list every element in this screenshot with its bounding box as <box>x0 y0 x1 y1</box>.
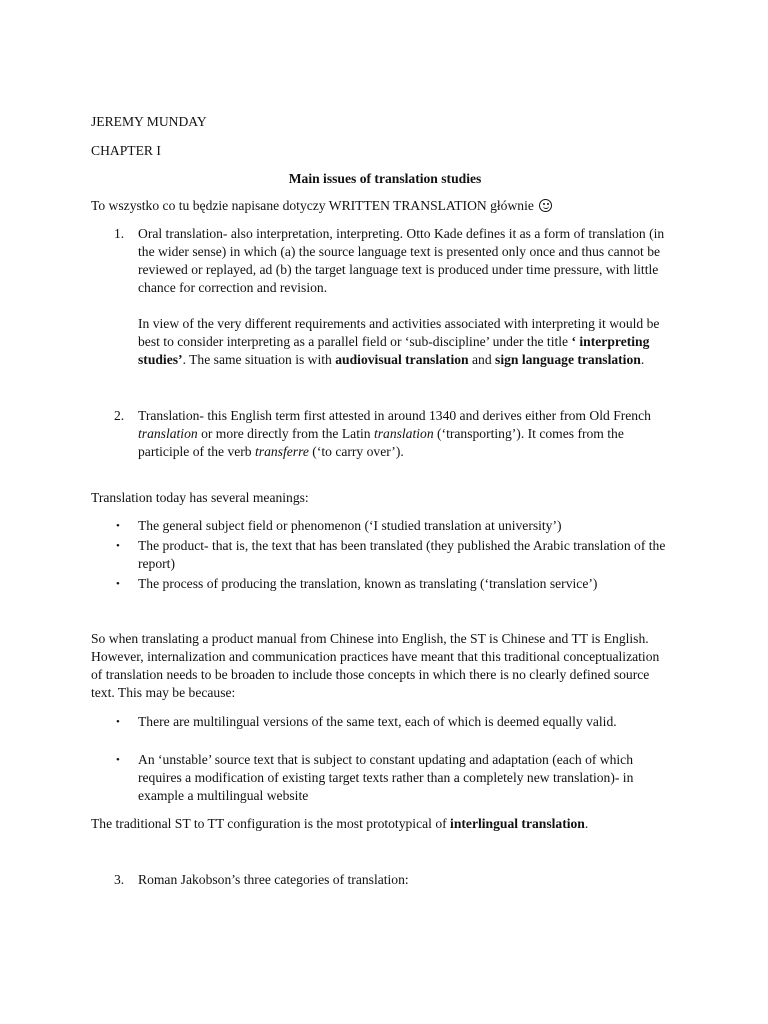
list-item: An ‘unstable’ source text that is subject to constant updating and adaptation (each of which requires a modification of existing target texts rather than a completely new translation)- in example a multilingual website <box>138 752 634 803</box>
interpreting-studies-term: ‘ interpreting studies’ <box>138 334 650 367</box>
list-item: The process of producing the translation, known as translating (‘translation service’) <box>138 576 598 591</box>
translation-etymology-paragraph: Translation- this English term first attested in around 1340 and derives either from Old French translation or more directly from the Latin translation (‘transporting’). It comes from the participle of the verb transferre (‘to carry over’). <box>138 408 651 459</box>
page-title: Main issues of translation studies <box>288 171 482 186</box>
chapter-line: CHAPTER I <box>91 143 161 158</box>
list-item: The general subject field or phenomenon (‘I studied translation at university’) <box>138 518 562 533</box>
smiley-face-icon <box>539 199 552 212</box>
audiovisual-translation-term: audiovisual translation <box>335 352 469 367</box>
oral-translation-paragraph: Oral translation- also interpretation, interpreting. Otto Kade defines it as a form of translation (in the wider sense) in which (a) the source language text is presented only once and thus cannot be reviewed or replayed, ad (b) the target language text is produced under time pressure, with little chance for correction and revision. <box>138 226 665 295</box>
list-number-2: 2. <box>114 408 125 423</box>
bullet-icon: • <box>116 520 120 532</box>
meanings-heading: Translation today has several meanings: <box>91 490 309 505</box>
interlingual-translation-term: interlingual translation <box>450 816 585 831</box>
bullet-icon: • <box>116 754 120 766</box>
source-text-paragraph: So when translating a product manual from Chinese into English, the ST is Chinese and TT is English. However, internalization and communication practices have meant that this traditional conceptualization of translation needs to be broaden to include those concepts in which there is no clearly defined source text. This may be because: <box>91 631 660 700</box>
list-number-3: 3. <box>114 872 125 887</box>
bullet-icon: • <box>116 578 120 590</box>
jakobson-categories-line: Roman Jakobson’s three categories of translation: <box>138 872 409 887</box>
interlingual-paragraph: The traditional ST to TT configuration is the most prototypical of interlingual translation. <box>91 816 589 831</box>
bullet-icon: • <box>116 716 120 728</box>
list-number-1: 1. <box>114 226 125 241</box>
intro-paragraph <box>91 197 691 215</box>
author-line: JEREMY MUNDAY <box>91 114 207 129</box>
intro-text: To wszystko co tu będzie napisane dotyczy WRITTEN TRANSLATION głównie <box>91 198 534 213</box>
sign-language-translation-term: sign language translation <box>495 352 641 367</box>
list-item: There are multilingual versions of the same text, each of which is deemed equally valid. <box>138 714 617 729</box>
interpreting-studies-paragraph: In view of the very different requirements and activities associated with interpreting it would be best to consider interpreting as a parallel field or ‘sub-discipline’ under the title ‘ interpreting studies’. The same situation is with audiovisual translation and sign language translation. <box>138 316 660 367</box>
list-item: The product- that is, the text that has been translated (they published the Arabic translation of the report) <box>138 538 666 571</box>
bullet-icon: • <box>116 540 120 552</box>
